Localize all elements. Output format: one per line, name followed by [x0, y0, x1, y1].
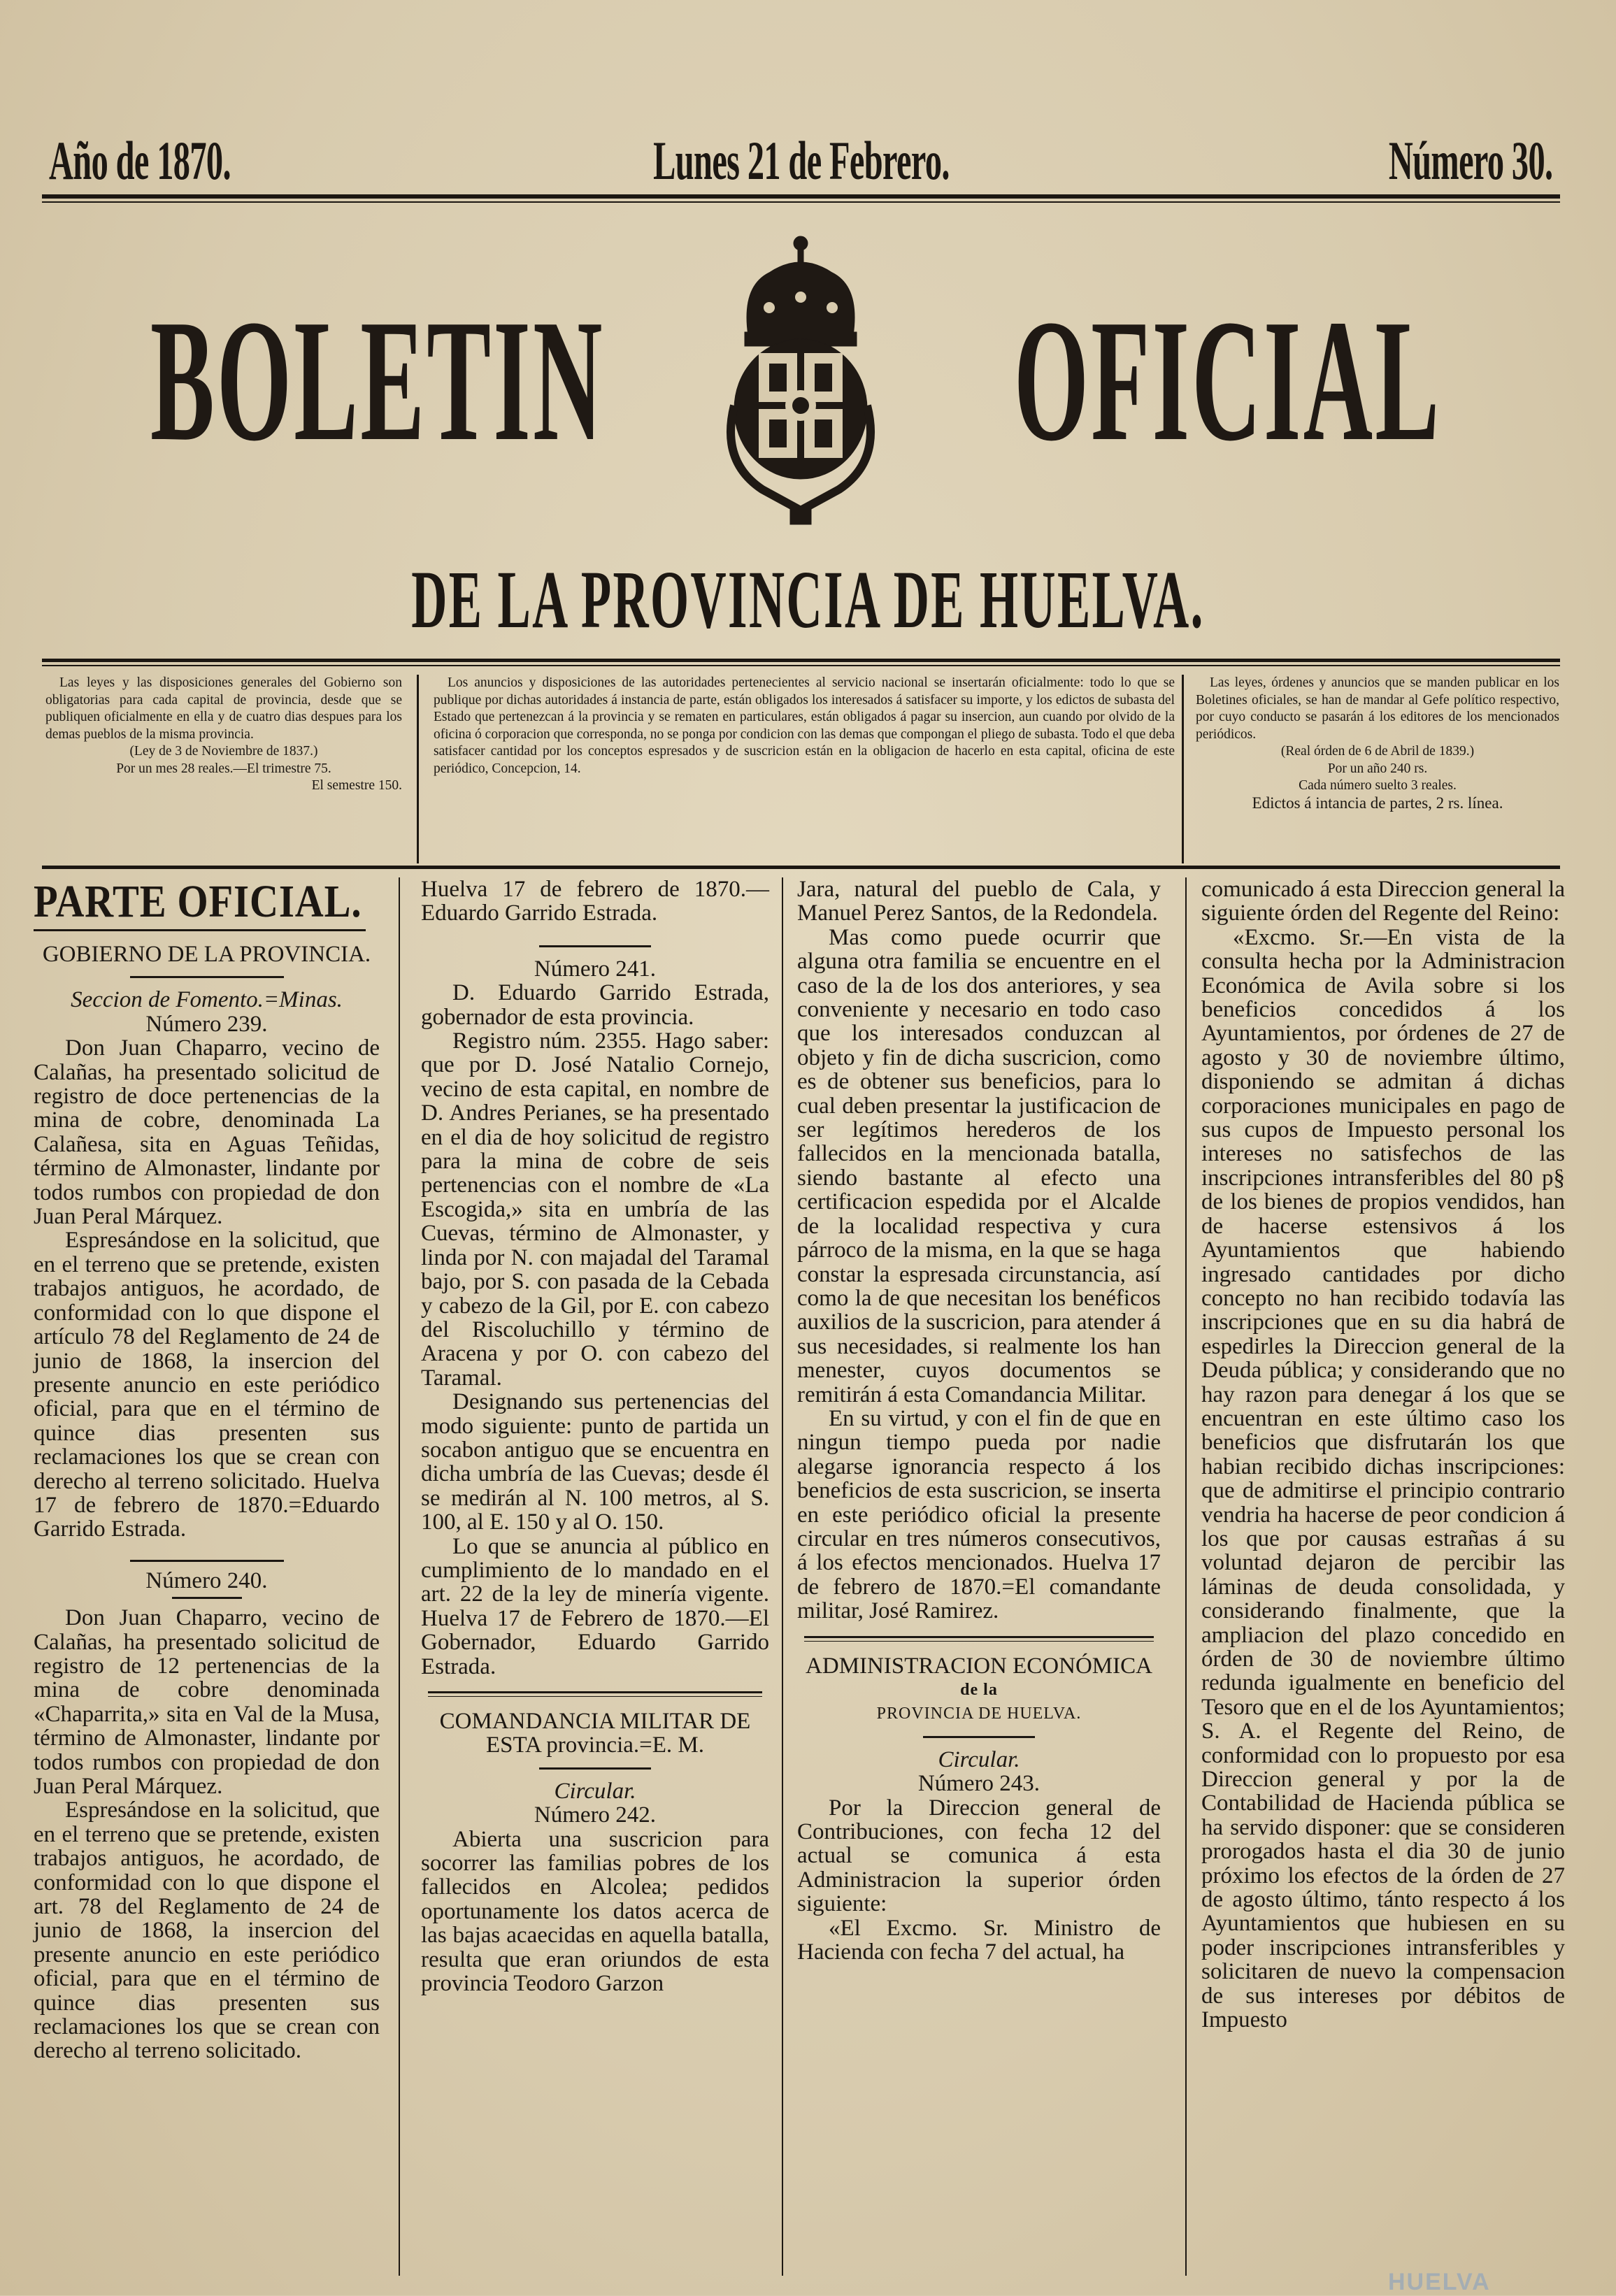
- paragraph: En su virtud, y con el fin de que en ningun tiempo pueda por nadie alegarse ignorancia respecto á los beneficios de esta suscricion, se inserta en este periódico oficial la presente circular en tres números consecutivos, á los efectos mencionados. Huelva 17 de febrero de 1870.=El comandante militar, José Ramirez.: [797, 1405, 1161, 1624]
- paragraph: Mas como puede ocurrir que alguna otra familia se encuentre en el caso de la de los dos anteriores, y sea conveniente y necesario en todo caso que los interesados conduzcan al objeto y fin de dicha suscricion, como es de obtener sus beneficios, para lo cual deben presentar la justificacion de ser legítimos herederos de los fallecidos en la mencionada batalla, siendo bastante al efecto una certificacion espedida por el Alcalde de la localidad respectiva y cura párroco de la misma, en la que se haga constar la espresada circunstancia, así como la de que necesitan los benéficos auxilios de la suscricion, para atender á sus necesidades, si realmente los han menester, cuyos documentos se remitirán á esta Comandancia Militar.: [797, 924, 1161, 1407]
- number-heading: Número 243.: [917, 1771, 1041, 1797]
- notice-left-law: (Ley de 3 de Noviembre de 1837.): [129, 744, 318, 759]
- paragraph: Huelva 17 de febrero de 1870.—Eduardo Garrido Estrada.: [421, 877, 769, 926]
- issue-date: Lunes 21 de Febrero.: [652, 130, 950, 191]
- notice-left-text: Las leyes y las disposiciones generales del Gobierno son obligatorias para cada capital de provincia, desde que se publiquen oficialmente en ella y de cuatro dias despues para los demas pueblos de la misma provincia.: [45, 675, 402, 742]
- paragraph: Abierta una suscricion para socorrer las familias pobres de los fallecidos en Alcolea; pedidos oportunamente los datos acerca de las bajas acaecidas en aquella batalla, resulta que eran oriundos de esta provincia Teodoro Garzon: [421, 1826, 769, 1997]
- column-divider: [399, 877, 400, 2276]
- paragraph: «El Excmo. Sr. Ministro de Hacienda con fecha 7 del actual, ha: [797, 1915, 1161, 1965]
- royal-crest-icon: [720, 231, 881, 531]
- number-heading: Número 242.: [534, 1802, 657, 1828]
- paragraph: «Excmo. Sr.—En vista de la consulta hecha por la Administracion Económica de Avila sobre si los beneficios concedidos á los Ayuntamientos, por órdenes de 27 de agosto y 30 de noviembre último, disponiendo se admitan á dichas corporaciones municipales en pago de sus cupos de Impuesto personal los intereses no satisfechos de las inscripciones intransferibles del 80 p§ de los bienes de propios vendidos, han de hacerse estensivos á los Ayuntamientos que habiendo ingresado cantidades por dicho concepto no han recibido todavía las inscripciones que en su dia habrá de espedirles la Direccion general de la Deuda pública; y considerando que no hay razon para denegar á los que se encuentran en este último caso los beneficios que disfrutarán los que habian recibido dichas inscripciones: que de admitirse el principio contrario vendria ha hacerse de peor condicion á los que por causas estrañas á su voluntad dejaron de percibir las láminas de deuda consolidada, y considerando finalmente, que la ampliacion del plazo concedido en órden de 30 de noviembre último redunda igualmente en beneficio del Tesoro que en el de los Ayuntamientos; S. A. el Regente del Reino, de conformidad con lo propuesto por esa Direccion general y por la de Contabilidad de Hacienda pública se ha servido disponer: que se consideren prorogados hasta el dia 30 de junio próximo los efectos de la órden de 27 de agosto último, tánto respecto á los Ayuntamientos que hubiesen en su poder inscripciones intransferibles y solicitaren de nuevo la compensacion de sus intereses por débitos de Impuesto: [1201, 924, 1565, 2033]
- divider: [923, 1736, 1035, 1738]
- column-divider: [1185, 877, 1187, 2276]
- notice-divider: [417, 675, 419, 863]
- notice-divider: [1182, 675, 1184, 863]
- circular-heading: Circular.: [554, 1778, 636, 1804]
- paragraph: Lo que se anuncia al público en cumplimiento de lo mandado en el art. 22 de la ley de minería vigente. Huelva 17 de Febrero de 1870.—El Gobernador, Eduardo Garrido Estrada.: [421, 1533, 769, 1679]
- notice-top-rule-thin: [42, 665, 1560, 666]
- notice-right-single: Cada número suelto 3 reales.: [1299, 778, 1457, 793]
- paragraph: Por la Direccion general de Contribuciones, con fecha 12 del actual se comunica á esta Administracion la superior órden siguiente:: [797, 1795, 1161, 1917]
- column-1: [34, 877, 380, 2063]
- notice-right-order: (Real órden de 6 de Abril de 1839.): [1280, 744, 1475, 759]
- government-heading: GOBIERNO DE LA PROVINCIA.: [42, 942, 371, 967]
- paragraph: comunicado á esta Direccion general la siguiente órden del Regente del Reino:: [1201, 877, 1565, 926]
- notice-left: [45, 675, 402, 860]
- column-2: [421, 877, 769, 1995]
- paragraph: Espresándose en la solicitud, que en el terreno que se pretende, existen trabajos antiguos, he acordado, de conformidad con lo que dispone el art. 78 del Reglamento de 24 de junio de 1868, la insercion del presente anuncio en este periódico oficial, para que en el término de quince dias presenten sus reclamaciones los que se crean con derecho al terreno solicitado.: [34, 1798, 380, 2064]
- divider: [130, 1560, 284, 1562]
- section-title: PARTE OFICIAL.: [34, 876, 362, 927]
- issue-year: Año de 1870.: [49, 130, 231, 191]
- number-heading: Número 241.: [534, 956, 657, 982]
- circular-heading: Circular.: [938, 1746, 1020, 1772]
- admin-heading-province: PROVINCIA DE HUELVA.: [876, 1705, 1082, 1723]
- columns-top-rule: [42, 866, 1560, 869]
- admin-heading-de: de la: [960, 1681, 998, 1699]
- paragraph: Jara, natural del pueblo de Cala, y Manuel Perez Santos, de la Redondela.: [797, 877, 1161, 926]
- notice-center-text: Los anuncios y disposiciones de las autoridades pertenecientes al servicio nacional se insertarán oficialmente: todo lo que se publique por dichas autoridades á instancia de parte, están obligados los interesados á satisfacer su importe, y los edictos de subasta del Estado que pertenezcan á la provincia y se rematen en particulares, están obligados á pagar su insercion, aun cuando por olvido de la oficina ó corporacion que corresponda, no se ponga por condicion con las demas que compongan el pliego de subasta. Todo el que deba satisfacer cantidad por los conceptos espresados y de suscricion están en la obligacion de hacerlo en esta capital, oficina de este periódico, Concepcion, 14.: [434, 675, 1175, 776]
- divider: [539, 945, 651, 947]
- masthead-right: OFICIAL: [1014, 284, 1442, 478]
- notice-right: [1196, 675, 1559, 860]
- section-heading: COMANDANCIA MILITAR DE ESTA provincia.=E. M.: [439, 1709, 751, 1758]
- divider: [172, 1597, 242, 1599]
- paragraph: D. Eduardo Garrido Estrada, gobernador de esta provincia.: [421, 980, 769, 1030]
- masthead-subtitle: DE LA PROVINCIA DE HUELVA.: [411, 554, 1205, 645]
- admin-heading: ADMINISTRACION ECONÓMICA: [806, 1653, 1152, 1679]
- notice-right-price: Por un año 240 rs.: [1327, 761, 1428, 776]
- issue-number: Número 30.: [1389, 130, 1553, 191]
- divider: [130, 976, 284, 978]
- paragraph: Registro núm. 2355. Hago saber: que por D. José Natalio Cornejo, vecino de esta capital, en nombre de D. Andres Perianes, se ha presentado en el dia de hoy solicitud de registro para la mina de cobre de seis pertenencias con el nombre de «La Escogida,» sita en umbría de las Cuevas, término de Almonaster, y linda por N. con majadal del Taramal bajo, por S. con pasada de la Cebada y cabezo de la Gil, por E. con cabezo del Riscoluchillo y término de Aracena y por O. con cabezo del Taramal.: [421, 1028, 769, 1391]
- paragraph: Espresándose en la solicitud, que en el terreno que se pretende, existen trabajos antiguos, he acordado, de conformidad con lo que dispone el artículo 78 del Reglamento de 24 de junio de 1868, la insercion del presente anuncio en este periódico oficial, para que en el término de quince dias presenten sus reclamaciones los que se crean con derecho al terreno solicitado. Huelva 17 de febrero de 1870.=Eduardo Garrido Estrada.: [34, 1228, 380, 1542]
- column-divider: [782, 877, 783, 2276]
- number-heading: Número 239.: [145, 1011, 268, 1037]
- masthead-left: BOLETIN: [150, 284, 605, 478]
- header-rule: [42, 194, 1560, 199]
- notice-left-semester: El semestre 150.: [311, 778, 402, 793]
- column-3: [797, 877, 1161, 1964]
- notice-right-text: Las leyes, órdenes y anuncios que se manden publicar en los Boletines oficiales, se han de mandar al Gefe político respectivo, por cuyo conducto se pasarán á los editores de los mencionados periódicos.: [1196, 675, 1559, 742]
- number-heading: Número 240.: [145, 1567, 268, 1593]
- divider: [539, 1767, 651, 1770]
- double-divider: [804, 1636, 1154, 1642]
- archive-stamp: HUELVA: [1388, 2269, 1491, 2295]
- paragraph: Don Juan Chaparro, vecino de Calañas, ha presentado solicitud de registro de doce pertenencias de la mina de cobre, denominada La Calañesa, sita en Aguas Teñidas, término de Almonaster, lindante por todos rumbos con propiedad de don Juan Peral Márquez.: [34, 1035, 380, 1230]
- notice-center: [434, 675, 1175, 860]
- notice-top-rule: [42, 659, 1560, 662]
- notice-left-price: Por un mes 28 reales.—El trimestre 75.: [116, 761, 331, 776]
- double-divider: [428, 1691, 762, 1697]
- subsection-heading: Seccion de Fomento.=Minas.: [71, 987, 343, 1013]
- section-rule: [34, 929, 366, 931]
- paragraph: Designando sus pertenencias del modo siguiente: punto de partida un socabon antiguo que se encuentra en dicha umbría de las Cuevas; desde él se medirán al N. 100 metros, al S. 100, al E. 150 y al O. 150.: [421, 1389, 769, 1535]
- paragraph: Don Juan Chaparro, vecino de Calañas, ha presentado solicitud de registro de 12 pertenencias de la mina de cobre denominada «Chaparrita,» sita en Val de la Musa, término de Almonaster, lindante por todos rumbos con propiedad de don Juan Peral Márquez.: [34, 1605, 380, 1799]
- header-rule-thin: [42, 201, 1560, 203]
- notice-right-edicts: Edictos á intancia de partes, 2 rs. línea.: [1252, 794, 1503, 812]
- column-4: [1201, 877, 1565, 2032]
- issue-header: [49, 122, 1553, 199]
